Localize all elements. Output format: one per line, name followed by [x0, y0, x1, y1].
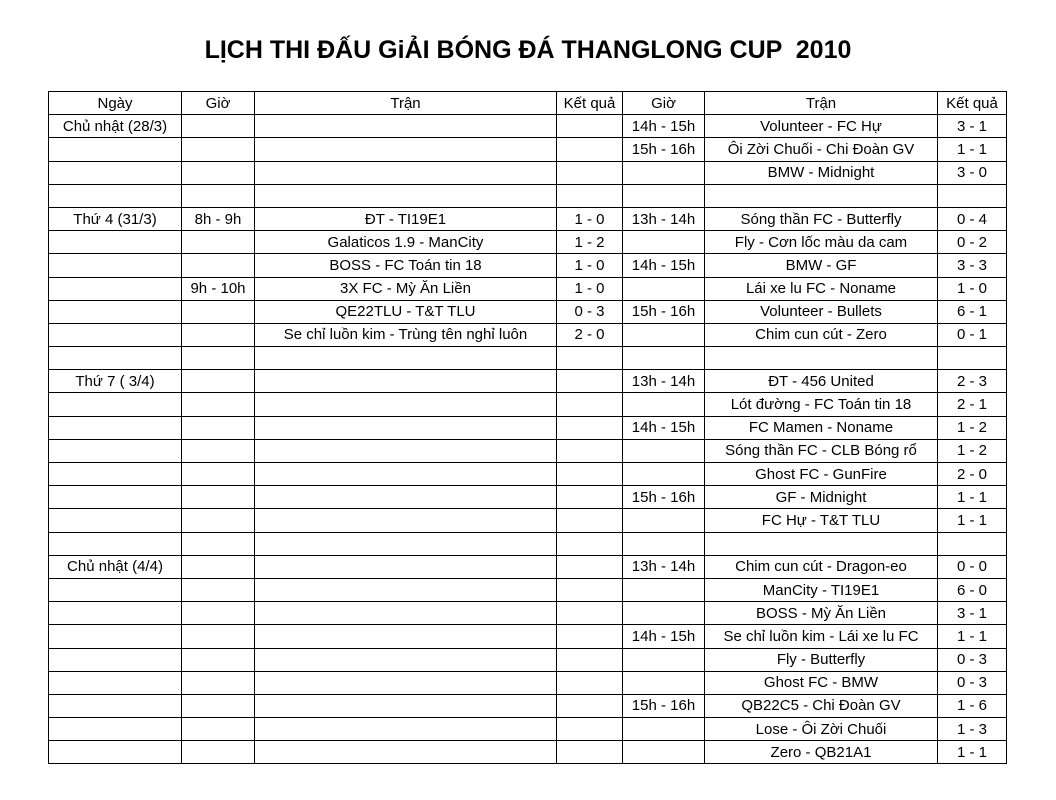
date-cell	[49, 138, 182, 161]
match-cell-2: Sóng thần FC - Butterfly	[705, 207, 938, 230]
time-cell-2	[623, 602, 705, 625]
table-row	[49, 323, 1007, 346]
time-cell-2: 13h - 14h	[623, 555, 705, 578]
date-cell	[49, 648, 182, 671]
result-cell-2: 1 - 1	[938, 509, 1007, 532]
header-result-1: Kết quả	[557, 92, 623, 115]
match-cell-2	[705, 532, 938, 555]
time-cell-1	[182, 370, 255, 393]
time-cell-2	[623, 648, 705, 671]
date-cell	[49, 393, 182, 416]
match-cell-1	[255, 648, 557, 671]
time-cell-2	[623, 741, 705, 764]
result-cell-2	[938, 347, 1007, 370]
date-cell	[49, 323, 182, 346]
result-cell-1	[557, 602, 623, 625]
match-cell-1	[255, 532, 557, 555]
match-cell-1: Galaticos 1.9 - ManCity	[255, 231, 557, 254]
result-cell-1	[557, 347, 623, 370]
result-cell-2	[938, 184, 1007, 207]
time-cell-1: 8h - 9h	[182, 207, 255, 230]
match-cell-1	[255, 138, 557, 161]
match-cell-2: Fly - Butterfly	[705, 648, 938, 671]
result-cell-2: 1 - 2	[938, 439, 1007, 462]
time-cell-2: 15h - 16h	[623, 694, 705, 717]
time-cell-2: 15h - 16h	[623, 138, 705, 161]
result-cell-1: 1 - 2	[557, 231, 623, 254]
table-row	[49, 486, 1007, 509]
date-cell: Chủ nhật (28/3)	[49, 115, 182, 138]
date-cell	[49, 532, 182, 555]
time-cell-1	[182, 486, 255, 509]
time-cell-1	[182, 602, 255, 625]
match-cell-2: Volunteer - FC Hự	[705, 115, 938, 138]
date-cell	[49, 578, 182, 601]
result-cell-2: 3 - 3	[938, 254, 1007, 277]
result-cell-1: 2 - 0	[557, 323, 623, 346]
date-cell	[49, 439, 182, 462]
match-cell-2: ĐT - 456 United	[705, 370, 938, 393]
match-cell-1	[255, 416, 557, 439]
match-cell-2: Lose - Ôi Zời Chuối	[705, 718, 938, 741]
schedule-table	[48, 91, 1007, 764]
match-cell-2: BMW - GF	[705, 254, 938, 277]
header-time-1: Giờ	[182, 92, 255, 115]
time-cell-1	[182, 184, 255, 207]
table-row	[49, 532, 1007, 555]
date-cell	[49, 625, 182, 648]
header-match-1: Trận	[255, 92, 557, 115]
table-row	[49, 509, 1007, 532]
time-cell-1	[182, 300, 255, 323]
table-row	[49, 300, 1007, 323]
time-cell-1	[182, 115, 255, 138]
match-cell-1	[255, 602, 557, 625]
time-cell-1	[182, 555, 255, 578]
match-cell-2: ManCity - TI19E1	[705, 578, 938, 601]
table-row	[49, 718, 1007, 741]
table-row	[49, 161, 1007, 184]
table-row	[49, 231, 1007, 254]
match-cell-1	[255, 486, 557, 509]
time-cell-1	[182, 439, 255, 462]
match-cell-1	[255, 625, 557, 648]
match-cell-1: BOSS - FC Toán tin 18	[255, 254, 557, 277]
result-cell-1: 1 - 0	[557, 277, 623, 300]
match-cell-1	[255, 741, 557, 764]
time-cell-2: 13h - 14h	[623, 207, 705, 230]
result-cell-1	[557, 184, 623, 207]
date-cell	[49, 184, 182, 207]
match-cell-1	[255, 509, 557, 532]
result-cell-2: 1 - 1	[938, 625, 1007, 648]
date-cell	[49, 254, 182, 277]
result-cell-2: 1 - 1	[938, 741, 1007, 764]
date-cell	[49, 694, 182, 717]
date-cell	[49, 741, 182, 764]
date-cell	[49, 231, 182, 254]
result-cell-1	[557, 648, 623, 671]
result-cell-2: 0 - 4	[938, 207, 1007, 230]
result-cell-1	[557, 115, 623, 138]
table-row	[49, 184, 1007, 207]
result-cell-1: 1 - 0	[557, 207, 623, 230]
time-cell-1	[182, 323, 255, 346]
time-cell-2: 14h - 15h	[623, 416, 705, 439]
table-row	[49, 602, 1007, 625]
match-cell-2: Ghost FC - GunFire	[705, 463, 938, 486]
match-cell-2: QB22C5 - Chi Đoàn GV	[705, 694, 938, 717]
table-row	[49, 207, 1007, 230]
match-cell-1: ĐT - TI19E1	[255, 207, 557, 230]
time-cell-2: 14h - 15h	[623, 115, 705, 138]
time-cell-2	[623, 231, 705, 254]
time-cell-1	[182, 138, 255, 161]
match-cell-1	[255, 184, 557, 207]
time-cell-1	[182, 254, 255, 277]
time-cell-2	[623, 718, 705, 741]
result-cell-2: 2 - 0	[938, 463, 1007, 486]
match-cell-1	[255, 370, 557, 393]
match-cell-2: Volunteer - Bullets	[705, 300, 938, 323]
date-cell	[49, 602, 182, 625]
time-cell-2: 14h - 15h	[623, 625, 705, 648]
table-row	[49, 671, 1007, 694]
match-cell-2: Ôi Zời Chuối - Chi Đoàn GV	[705, 138, 938, 161]
match-cell-2: GF - Midnight	[705, 486, 938, 509]
match-cell-1: Se chỉ luồn kim - Trùng tên nghỉ luôn	[255, 323, 557, 346]
time-cell-2	[623, 578, 705, 601]
date-cell	[49, 671, 182, 694]
result-cell-1	[557, 393, 623, 416]
result-cell-1	[557, 671, 623, 694]
table-row	[49, 694, 1007, 717]
table-row	[49, 138, 1007, 161]
table-row	[49, 555, 1007, 578]
match-cell-2	[705, 184, 938, 207]
result-cell-2: 6 - 0	[938, 578, 1007, 601]
time-cell-2	[623, 393, 705, 416]
result-cell-1	[557, 625, 623, 648]
result-cell-2: 2 - 1	[938, 393, 1007, 416]
match-cell-2: Chim cun cút - Dragon-eo	[705, 555, 938, 578]
match-cell-2: BOSS - Mỳ Ăn Liền	[705, 602, 938, 625]
match-cell-1	[255, 718, 557, 741]
time-cell-1	[182, 741, 255, 764]
result-cell-2: 3 - 1	[938, 602, 1007, 625]
table-row	[49, 115, 1007, 138]
result-cell-2: 1 - 0	[938, 277, 1007, 300]
match-cell-2: Chim cun cút - Zero	[705, 323, 938, 346]
table-row	[49, 393, 1007, 416]
result-cell-2: 1 - 3	[938, 718, 1007, 741]
result-cell-2: 3 - 0	[938, 161, 1007, 184]
time-cell-1	[182, 231, 255, 254]
result-cell-1: 1 - 0	[557, 254, 623, 277]
match-cell-2: Ghost FC - BMW	[705, 671, 938, 694]
match-cell-1	[255, 115, 557, 138]
time-cell-2	[623, 277, 705, 300]
result-cell-2: 0 - 3	[938, 671, 1007, 694]
table-row	[49, 648, 1007, 671]
match-cell-2: Lót đường - FC Toán tin 18	[705, 393, 938, 416]
date-cell	[49, 277, 182, 300]
result-cell-2: 1 - 2	[938, 416, 1007, 439]
time-cell-1	[182, 625, 255, 648]
result-cell-2: 0 - 1	[938, 323, 1007, 346]
time-cell-2	[623, 509, 705, 532]
result-cell-1	[557, 370, 623, 393]
date-cell	[49, 463, 182, 486]
result-cell-1	[557, 578, 623, 601]
time-cell-2: 13h - 14h	[623, 370, 705, 393]
time-cell-1	[182, 393, 255, 416]
time-cell-1	[182, 694, 255, 717]
time-cell-2	[623, 532, 705, 555]
date-cell	[49, 161, 182, 184]
result-cell-2: 6 - 1	[938, 300, 1007, 323]
time-cell-1	[182, 671, 255, 694]
time-cell-2: 14h - 15h	[623, 254, 705, 277]
result-cell-2: 2 - 3	[938, 370, 1007, 393]
time-cell-1	[182, 463, 255, 486]
match-cell-1: 3X FC - Mỳ Ăn Liền	[255, 277, 557, 300]
page-title: LỊCH THI ĐẤU GiẢI BÓNG ĐÁ THANGLONG CUP 2010	[204, 36, 852, 64]
date-cell	[49, 416, 182, 439]
header-row	[49, 92, 1007, 115]
table-row	[49, 277, 1007, 300]
time-cell-1	[182, 347, 255, 370]
result-cell-2: 0 - 3	[938, 648, 1007, 671]
date-cell: Thứ 4 (31/3)	[49, 207, 182, 230]
result-cell-1	[557, 486, 623, 509]
result-cell-2: 1 - 6	[938, 694, 1007, 717]
match-cell-1	[255, 161, 557, 184]
result-cell-1	[557, 439, 623, 462]
table-row	[49, 625, 1007, 648]
time-cell-2: 15h - 16h	[623, 486, 705, 509]
table-row	[49, 370, 1007, 393]
match-cell-2: Lái xe lu FC - Noname	[705, 277, 938, 300]
table-row	[49, 578, 1007, 601]
date-cell: Thứ 7 ( 3/4)	[49, 370, 182, 393]
result-cell-1	[557, 741, 623, 764]
match-cell-2: Fly - Cơn lốc màu da cam	[705, 231, 938, 254]
match-cell-2	[705, 347, 938, 370]
result-cell-1	[557, 694, 623, 717]
time-cell-1	[182, 532, 255, 555]
result-cell-1	[557, 509, 623, 532]
time-cell-2	[623, 671, 705, 694]
result-cell-2: 0 - 2	[938, 231, 1007, 254]
match-cell-1	[255, 347, 557, 370]
header-date: Ngày	[49, 92, 182, 115]
result-cell-1	[557, 532, 623, 555]
table-row	[49, 254, 1007, 277]
time-cell-1	[182, 578, 255, 601]
time-cell-1	[182, 161, 255, 184]
result-cell-2: 1 - 1	[938, 486, 1007, 509]
date-cell	[49, 718, 182, 741]
time-cell-1: 9h - 10h	[182, 277, 255, 300]
match-cell-2: FC Mamen - Noname	[705, 416, 938, 439]
match-cell-1	[255, 439, 557, 462]
table-row	[49, 463, 1007, 486]
match-cell-1: QE22TLU - T&T TLU	[255, 300, 557, 323]
match-cell-1	[255, 694, 557, 717]
match-cell-2: Se chỉ luồn kim - Lái xe lu FC	[705, 625, 938, 648]
time-cell-2	[623, 347, 705, 370]
header-match-2: Trận	[705, 92, 938, 115]
table-row	[49, 439, 1007, 462]
result-cell-1	[557, 555, 623, 578]
time-cell-2	[623, 463, 705, 486]
match-cell-2: FC Hự - T&T TLU	[705, 509, 938, 532]
time-cell-1	[182, 718, 255, 741]
header-time-2: Giờ	[623, 92, 705, 115]
time-cell-1	[182, 648, 255, 671]
result-cell-1	[557, 138, 623, 161]
date-cell	[49, 347, 182, 370]
match-cell-1	[255, 555, 557, 578]
result-cell-1	[557, 416, 623, 439]
date-cell: Chủ nhật (4/4)	[49, 555, 182, 578]
result-cell-2: 0 - 0	[938, 555, 1007, 578]
date-cell	[49, 486, 182, 509]
schedule-body	[49, 115, 1007, 764]
result-cell-2: 1 - 1	[938, 138, 1007, 161]
header-result-2: Kết quả	[938, 92, 1007, 115]
table-row	[49, 741, 1007, 764]
time-cell-1	[182, 509, 255, 532]
result-cell-1	[557, 718, 623, 741]
match-cell-1	[255, 671, 557, 694]
time-cell-2	[623, 323, 705, 346]
match-cell-1	[255, 463, 557, 486]
match-cell-2: Sóng thần FC - CLB Bóng rổ	[705, 439, 938, 462]
time-cell-1	[182, 416, 255, 439]
match-cell-1	[255, 578, 557, 601]
date-cell	[49, 509, 182, 532]
table-row	[49, 416, 1007, 439]
time-cell-2	[623, 439, 705, 462]
result-cell-1	[557, 161, 623, 184]
match-cell-1	[255, 393, 557, 416]
match-cell-2: BMW - Midnight	[705, 161, 938, 184]
time-cell-2: 15h - 16h	[623, 300, 705, 323]
date-cell	[49, 300, 182, 323]
time-cell-2	[623, 184, 705, 207]
time-cell-2	[623, 161, 705, 184]
table-row	[49, 347, 1007, 370]
result-cell-1: 0 - 3	[557, 300, 623, 323]
result-cell-2	[938, 532, 1007, 555]
result-cell-1	[557, 463, 623, 486]
result-cell-2: 3 - 1	[938, 115, 1007, 138]
match-cell-2: Zero - QB21A1	[705, 741, 938, 764]
